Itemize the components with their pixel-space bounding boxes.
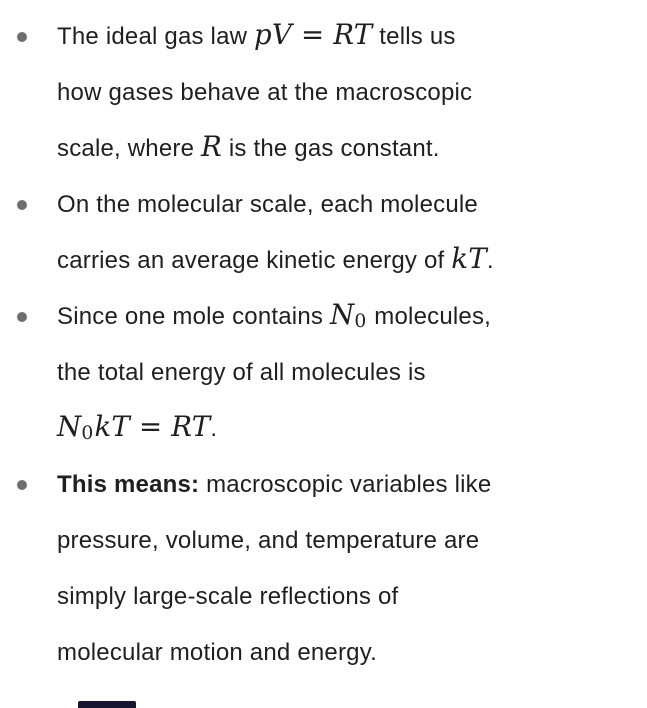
math-expression: 0 [354,311,367,333]
list-item-text: molecular motion and energy. [57,639,377,666]
list-item [0,177,647,289]
list-item [0,289,647,457]
list-item-text: The ideal gas law [57,23,255,50]
math-expression: R [201,130,222,163]
list-item-text: tells us [372,23,456,50]
list-item-text: scale, where [57,135,201,162]
math-expression: kT [451,242,487,275]
list-item [0,457,647,681]
bullet-icon [17,200,27,210]
list-item-text: macroscopic variables like [199,471,492,498]
math-expression: 0 [81,423,94,445]
list-item-text: is the gas constant. [221,135,440,162]
math-expression: N [329,298,355,331]
list-item-text: On the molecular scale, each molecule [57,191,478,218]
bullet-icon [17,32,27,42]
bullet-icon [17,480,27,490]
partial-dark-element [78,701,136,708]
math-expression: N [57,410,82,443]
list-item-text: the total energy of all molecules is [57,359,426,386]
list-item-text: carries an average kinetic energy of [57,247,452,274]
list-item-text: pressure, volume, and temperature are [57,527,480,554]
math-expression: kT = RT [94,410,211,443]
list-item-text: molecules, [367,303,492,330]
list-item-text: Since one mole contains [57,303,330,330]
bullet-icon [17,312,27,322]
list-item-text: simply large-scale reflections of [57,583,399,610]
list-item-text: . [486,247,494,274]
emphasis-text: This means: [57,471,200,498]
list-item-text: . [210,415,218,442]
list-item [0,9,647,177]
math-expression: pV = RT [254,18,373,51]
list-item-text: how gases behave at the macroscopic [57,79,473,106]
